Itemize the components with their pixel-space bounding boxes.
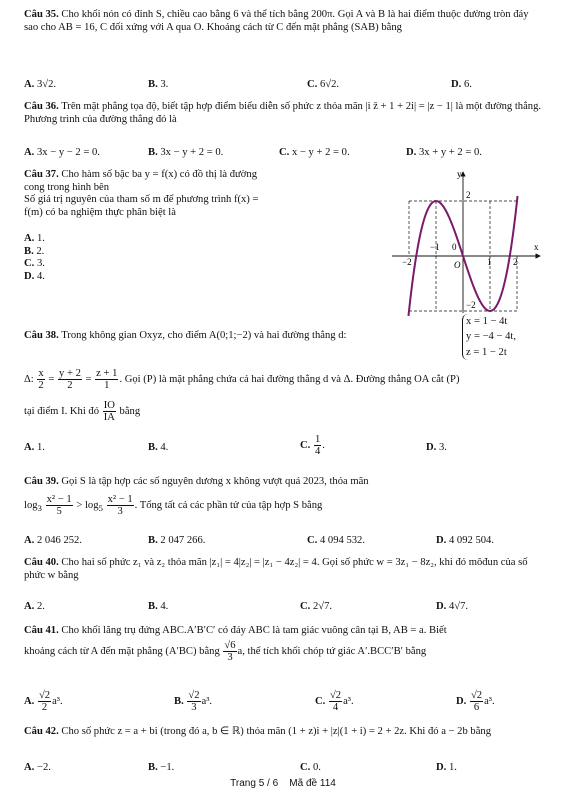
option-c[interactable]: C. 6√2. (307, 79, 340, 90)
fraction: $\frac{z + 1}{1}$ (96, 368, 118, 392)
fraction: $\frac{y + 2}{2}$ (59, 368, 81, 392)
option-a[interactable]: A. 3x − y − 2 = 0. (24, 147, 100, 158)
option-d[interactable]: D. 4. (24, 271, 45, 283)
option-b[interactable]: B. 3. (148, 79, 169, 90)
question-label: Câu 37. (24, 169, 59, 180)
x-tick-1: 1 (487, 257, 492, 267)
option-a[interactable]: A. 2 046 252. (24, 535, 82, 546)
option-c[interactable]: C. 2√7. (300, 601, 333, 612)
fraction: $\frac{\text{x² − 1}}{3}$ (107, 494, 133, 518)
question-label: Câu 38. (24, 330, 59, 341)
page-footer (0, 778, 566, 790)
option-d[interactable]: D. 4√7. (436, 601, 469, 612)
question-text: Cho hai số phức z₁ và z₂ thỏa mãn |z₁| = 4|z₂| = |z₁ − 4z₂| = 4. Gọi số phức w = 3z₁ − 8z₂, khi đó môđun của số phức w bằng (24, 557, 528, 581)
options-37 (24, 233, 45, 284)
question-41-line2: khoảng cách từ A đến mặt phẳng (A′BC) bằng $\frac{√6}{3}$ a, thể tích khối chóp tứ giác A′.BCC′B′ bằng (24, 640, 427, 664)
option-c[interactable]: C. 0. (300, 762, 321, 773)
question-35 (24, 9, 544, 34)
question-38 (24, 313, 544, 365)
question-text: Cho số phức z = a + bi (trong đó a, b ∈ ℝ) thỏa mãn (1 + z)i + |z|(1 + i) = 2 + 2z. Khi đó a − 2b bằng (61, 726, 492, 737)
option-d[interactable]: D. 3x + y + 2 = 0. (406, 147, 482, 158)
x-tick-2: 2 (513, 257, 518, 267)
question-text: Cho khối lăng trụ đứng ABC.A′B′C′ có đáy ABC là tam giác vuông cân tại B, AB = a. Biết (61, 625, 447, 636)
option-c[interactable]: C. $\frac{1}{4}$ . (300, 434, 325, 458)
option-c[interactable]: C. $\frac{√2}{4}$ a³. (315, 690, 354, 714)
x-tick-minus2: −2 (402, 257, 412, 267)
option-a[interactable]: A. $\frac{√2}{2}$ a³. (24, 690, 63, 714)
question-38-ratio: tại điểm I. Khi đó $\frac{IO}{IA}$ bằng (24, 400, 141, 424)
question-37 (24, 169, 264, 219)
option-d[interactable]: D. 1. (436, 762, 457, 773)
origin-label: O (454, 260, 461, 270)
zero-label: 0 (452, 242, 457, 252)
options-36 (24, 147, 544, 161)
option-b[interactable]: B. 2 047 266. (148, 535, 206, 546)
y-axis-label: y (457, 169, 462, 179)
question-42 (24, 726, 544, 739)
question-label: Câu 42. (24, 726, 59, 737)
option-c[interactable]: C. 3. (24, 258, 45, 270)
question-label: Câu 35. (24, 9, 59, 20)
cubic-graph (386, 168, 546, 318)
option-a[interactable]: A. −2. (24, 762, 51, 773)
options-41 (24, 690, 544, 714)
option-a[interactable]: A. 1. (24, 233, 45, 244)
question-text-2: Số giá trị nguyên của tham số m để phương trình f(x) = f(m) có ba nghiệm thực phân biệt là (24, 194, 259, 218)
option-d[interactable]: D. 4 092 504. (436, 535, 494, 546)
question-label: Câu 40. (24, 557, 59, 568)
option-c[interactable]: C. 4 094 532. (307, 535, 365, 546)
option-b[interactable]: B. $\frac{√2}{3}$ a³. (174, 690, 213, 714)
line-d-system: x = 1 − 4t y = −4 − 4t, z = 1 − 2t (462, 314, 516, 360)
option-d[interactable]: D. 6. (451, 79, 472, 90)
question-38-delta: Δ: $\frac{x}{2}$ = $\frac{y + 2}{2}$ = $\frac{z + 1}{1}$ . Gọi (P) là mặt phẳng chứa cả hai đường thẳng d và Δ. Đường thẳng OA cắt (P) (24, 368, 460, 392)
question-label: Câu 41. (24, 625, 59, 636)
question-text: Cho hàm số bậc ba y = f(x) có đồ thị là đường cong trong hình bên (24, 169, 257, 193)
options-39 (24, 535, 544, 549)
option-a[interactable]: A. 3√2. (24, 79, 57, 90)
option-a[interactable]: A. 1. (24, 442, 45, 453)
question-text: Gọi S là tập hợp các số nguyên dương x không vượt quá 2023, thỏa mãn (61, 476, 369, 487)
page-number: Trang 5 / 6 (230, 778, 279, 789)
question-39 (24, 476, 544, 489)
exam-code: Mã đề 114 (289, 778, 336, 789)
question-label: Câu 36. (24, 101, 59, 112)
question-text: Trên mặt phẳng tọa độ, biết tập hợp điểm biểu diễn số phức z thỏa mãn |i z̄ + 1 + 2i| = |z − 1| là một đường thẳng. Phương trình của đường thẳng đó là (24, 101, 542, 125)
question-40 (24, 557, 544, 582)
y-tick-minus2: −2 (466, 300, 476, 310)
option-b[interactable]: B. 2. (24, 245, 45, 257)
options-35 (24, 79, 544, 93)
option-a[interactable]: A. 2. (24, 601, 45, 612)
options-40 (24, 601, 544, 615)
option-b[interactable]: B. 3x − y + 2 = 0. (148, 147, 224, 158)
options-42 (24, 762, 544, 776)
question-label: Câu 39. (24, 476, 59, 487)
option-b[interactable]: B. 4. (148, 442, 169, 453)
option-b[interactable]: B. 4. (148, 601, 169, 612)
question-39-inequality: $\log_3$ $\frac{\text{x² − 1}}{5}$ > $\log_5$ $\frac{\text{x² − 1}}{3}$ . Tổng tất cả các phần tử của tập hợp S bằng (24, 494, 323, 518)
fraction: $\frac{IO}{IA}$ (103, 400, 115, 424)
question-41 (24, 625, 544, 638)
fraction: $\frac{√6}{3}$ (224, 640, 236, 664)
option-d[interactable]: D. 3. (426, 442, 447, 453)
option-c[interactable]: C. x − y + 2 = 0. (279, 147, 350, 158)
question-text: Cho khối nón có đỉnh S, chiều cao bằng 6 và thể tích bằng 200π. Gọi A và B là hai điểm thuộc đường tròn đáy sao cho AB = 16, C đối xứng với A qua O. Khoảng cách từ C đến mặt phẳng (SAB) bằng (24, 9, 529, 33)
option-b[interactable]: B. −1. (148, 762, 175, 773)
x-tick-minus1: −1 (430, 242, 440, 252)
question-text: Trong không gian Oxyz, cho điểm A(0;1;−2) và hai đường thẳng d: (61, 330, 347, 341)
question-36 (24, 101, 544, 126)
options-38 (24, 434, 544, 458)
fraction: $\frac{\text{x² − 1}}{5}$ (46, 494, 72, 518)
x-axis-label: x (534, 242, 539, 252)
y-tick-2: 2 (466, 190, 471, 200)
fraction: $\frac{x}{2}$ (38, 368, 44, 392)
option-d[interactable]: D. $\frac{√2}{6}$ a³. (456, 690, 495, 714)
